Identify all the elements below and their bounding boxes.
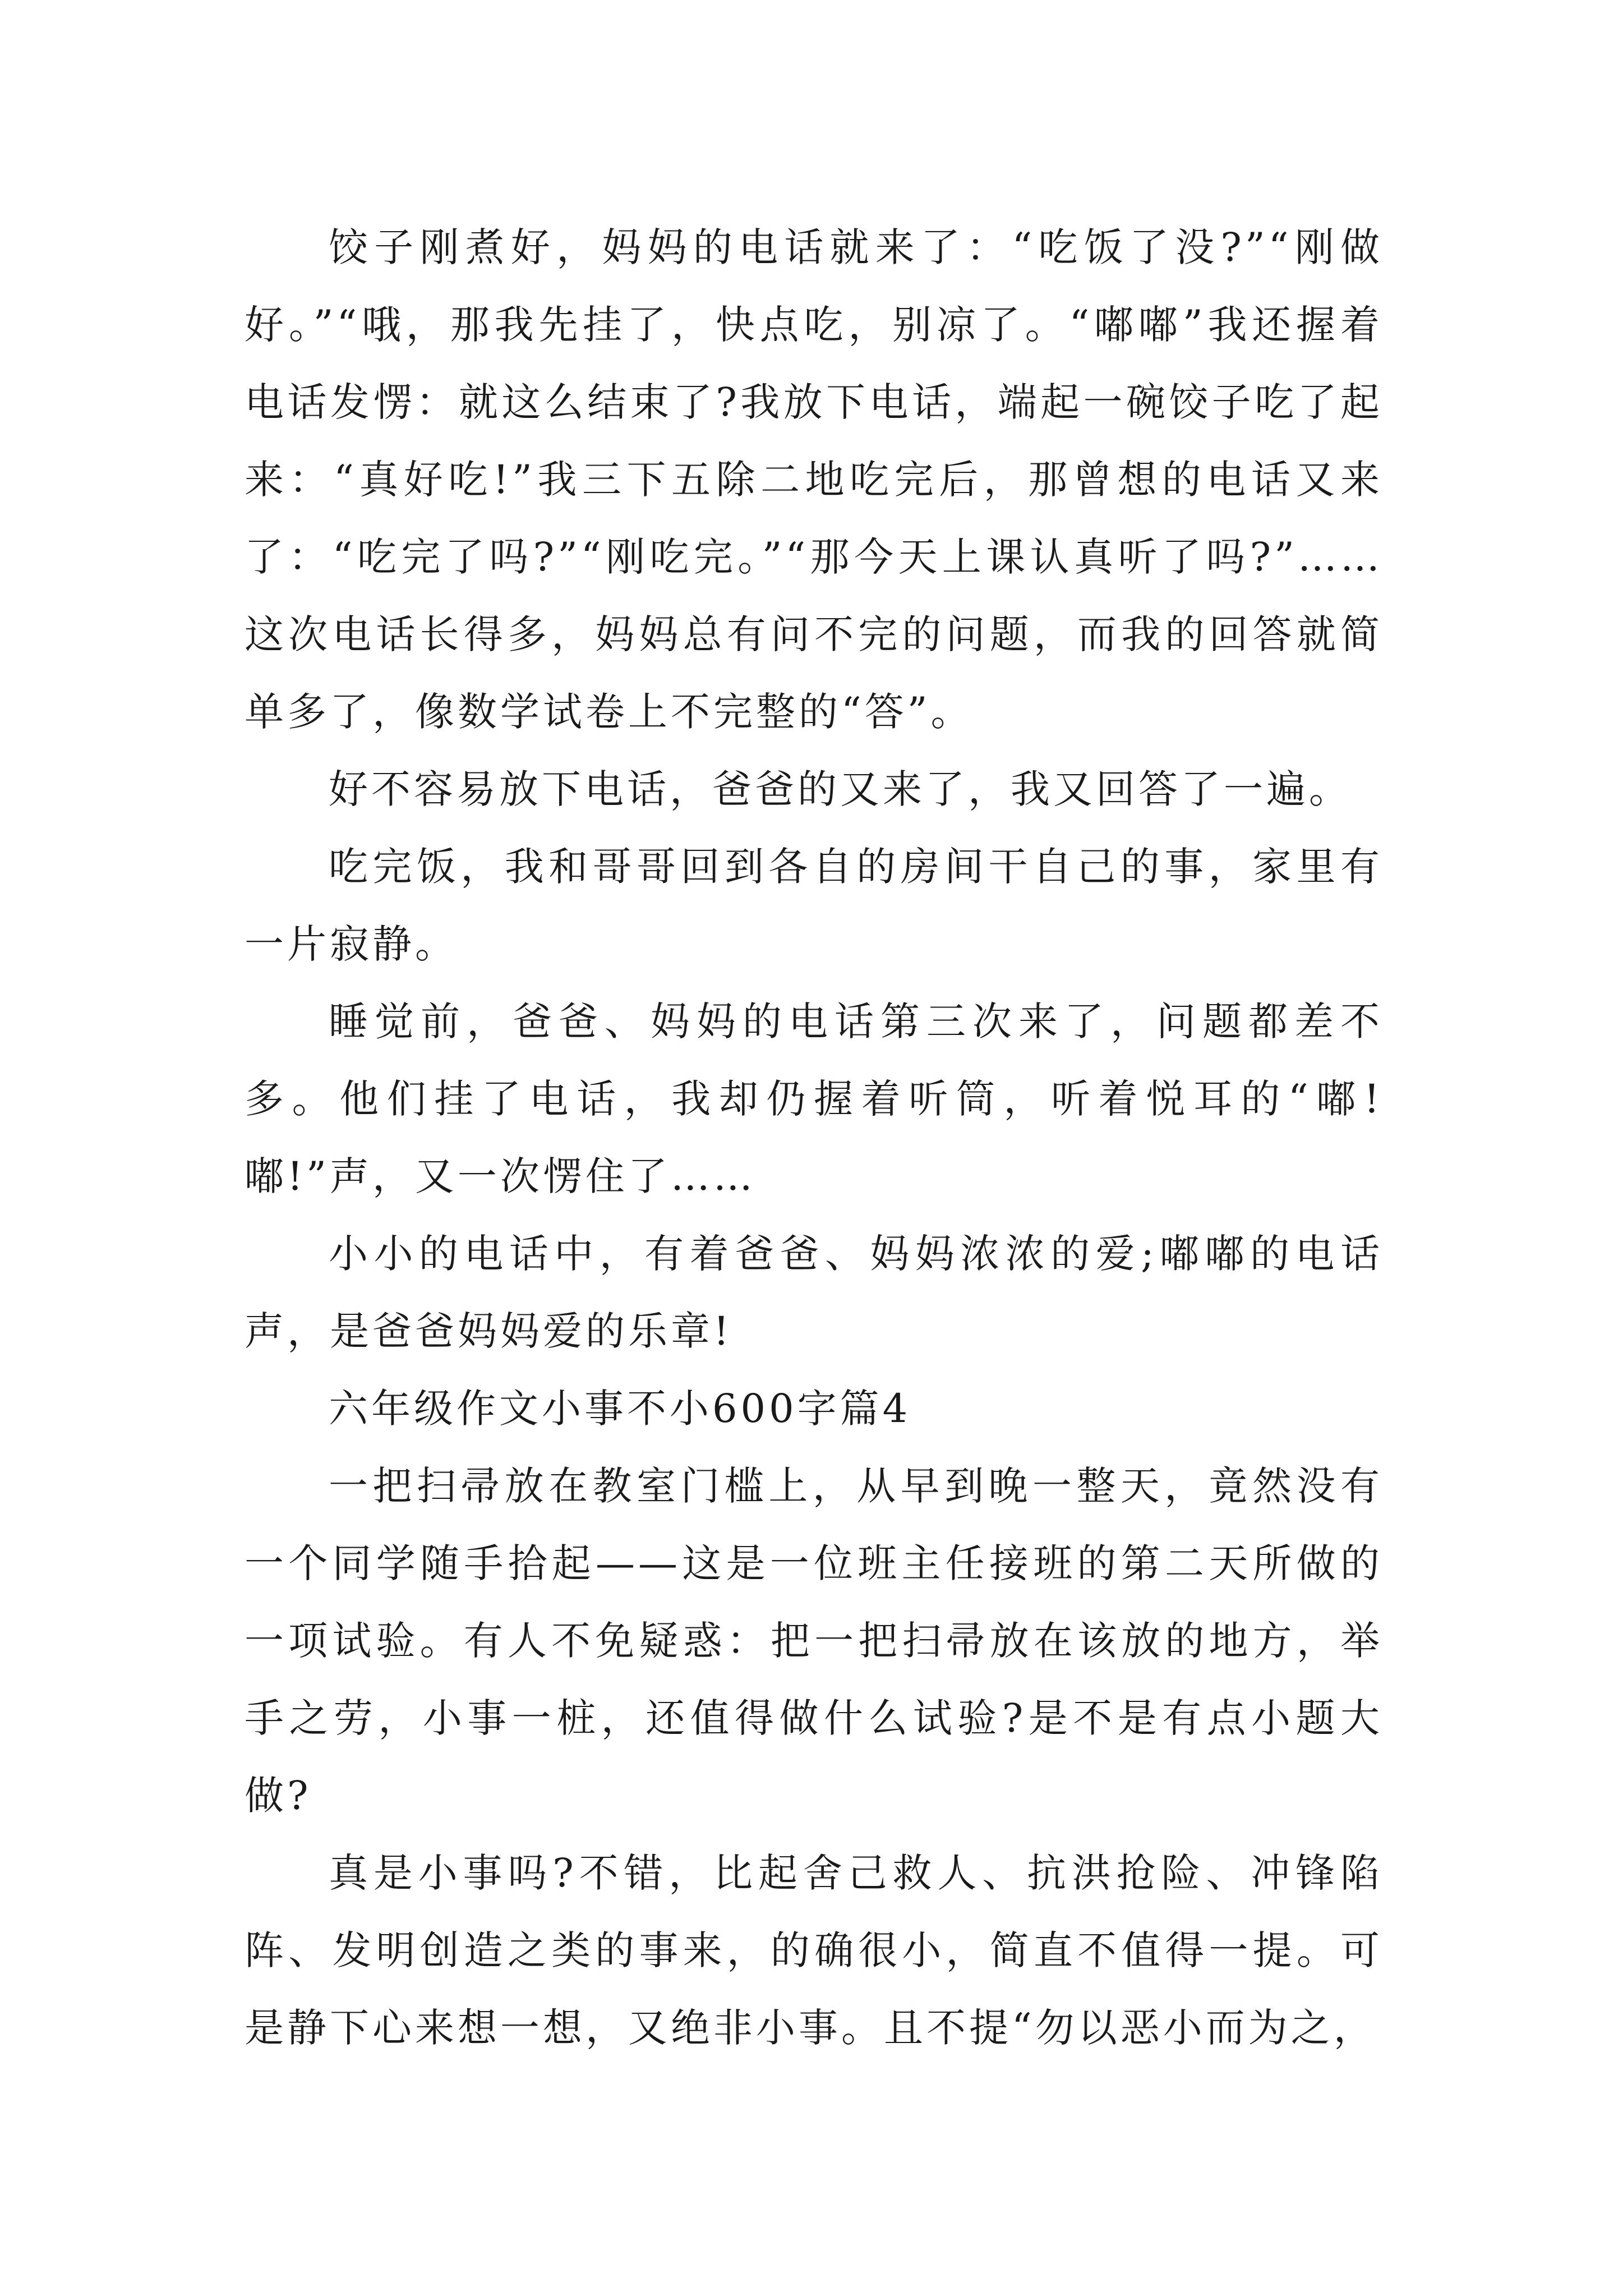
paragraph-conclusion: 小小的电话中，有着爸爸、妈妈浓浓的爱;嘟嘟的电话声，是爸爸妈妈爱的乐章! bbox=[245, 1231, 1383, 1354]
paragraph-small-things: 真是小事吗?不错，比起舍己救人、抗洪抢险、冲锋陷阵、发明创造之类的事来，的确很小，简直不值得一提。可是静下心来想一想，又绝非小事。且不提“勿以恶小而为之， bbox=[245, 1850, 1383, 2051]
paragraph-dad-calls: 好不容易放下电话，爸爸的又来了，我又回答了一遍。 bbox=[329, 766, 1352, 812]
paragraph-dumplings-phone-call: 饺子刚煮好，妈妈的电话就来了：“吃饭了没?”“刚做好。”“哦，那我先挂了，快点吃，别凉了。“嘟嘟”我还握着电话发愣：就这么结束了?我放下电话，端起一碗饺子吃了起来：“真好吃!”我三下五除二地吃完后，那曾想的电话又来了：“吃完了吗?”“刚吃完。”“那今天上课认真听了吗?”……这次电话长得多，妈妈总有问不完的问题，而我的回答就简单多了，像数学试卷上不完整的“答”。 bbox=[245, 224, 1383, 735]
paragraph-broom-experiment: 一把扫帚放在教室门槛上，从早到晚一整天，竟然没有一个同学随手拾起——这是一位班主任接班的第二天所做的一项试验。有人不免疑惑：把一把扫帚放在该放的地方，举手之劳，小事一桩，还值得做什么试验?是不是有点小题大做? bbox=[245, 1463, 1383, 1819]
essay-heading: 六年级作文小事不小600字篇4 bbox=[329, 1386, 911, 1432]
paragraph-after-dinner: 吃完饭，我和哥哥回到各自的房间干自己的事，家里有一片寂静。 bbox=[245, 844, 1383, 967]
document-body bbox=[245, 209, 1383, 2067]
paragraph-before-sleep: 睡觉前，爸爸、妈妈的电话第三次来了，问题都差不多。他们挂了电话，我却仍握着听筒，听着悦耳的“嘟!嘟!”声，又一次愣住了…… bbox=[245, 999, 1383, 1199]
